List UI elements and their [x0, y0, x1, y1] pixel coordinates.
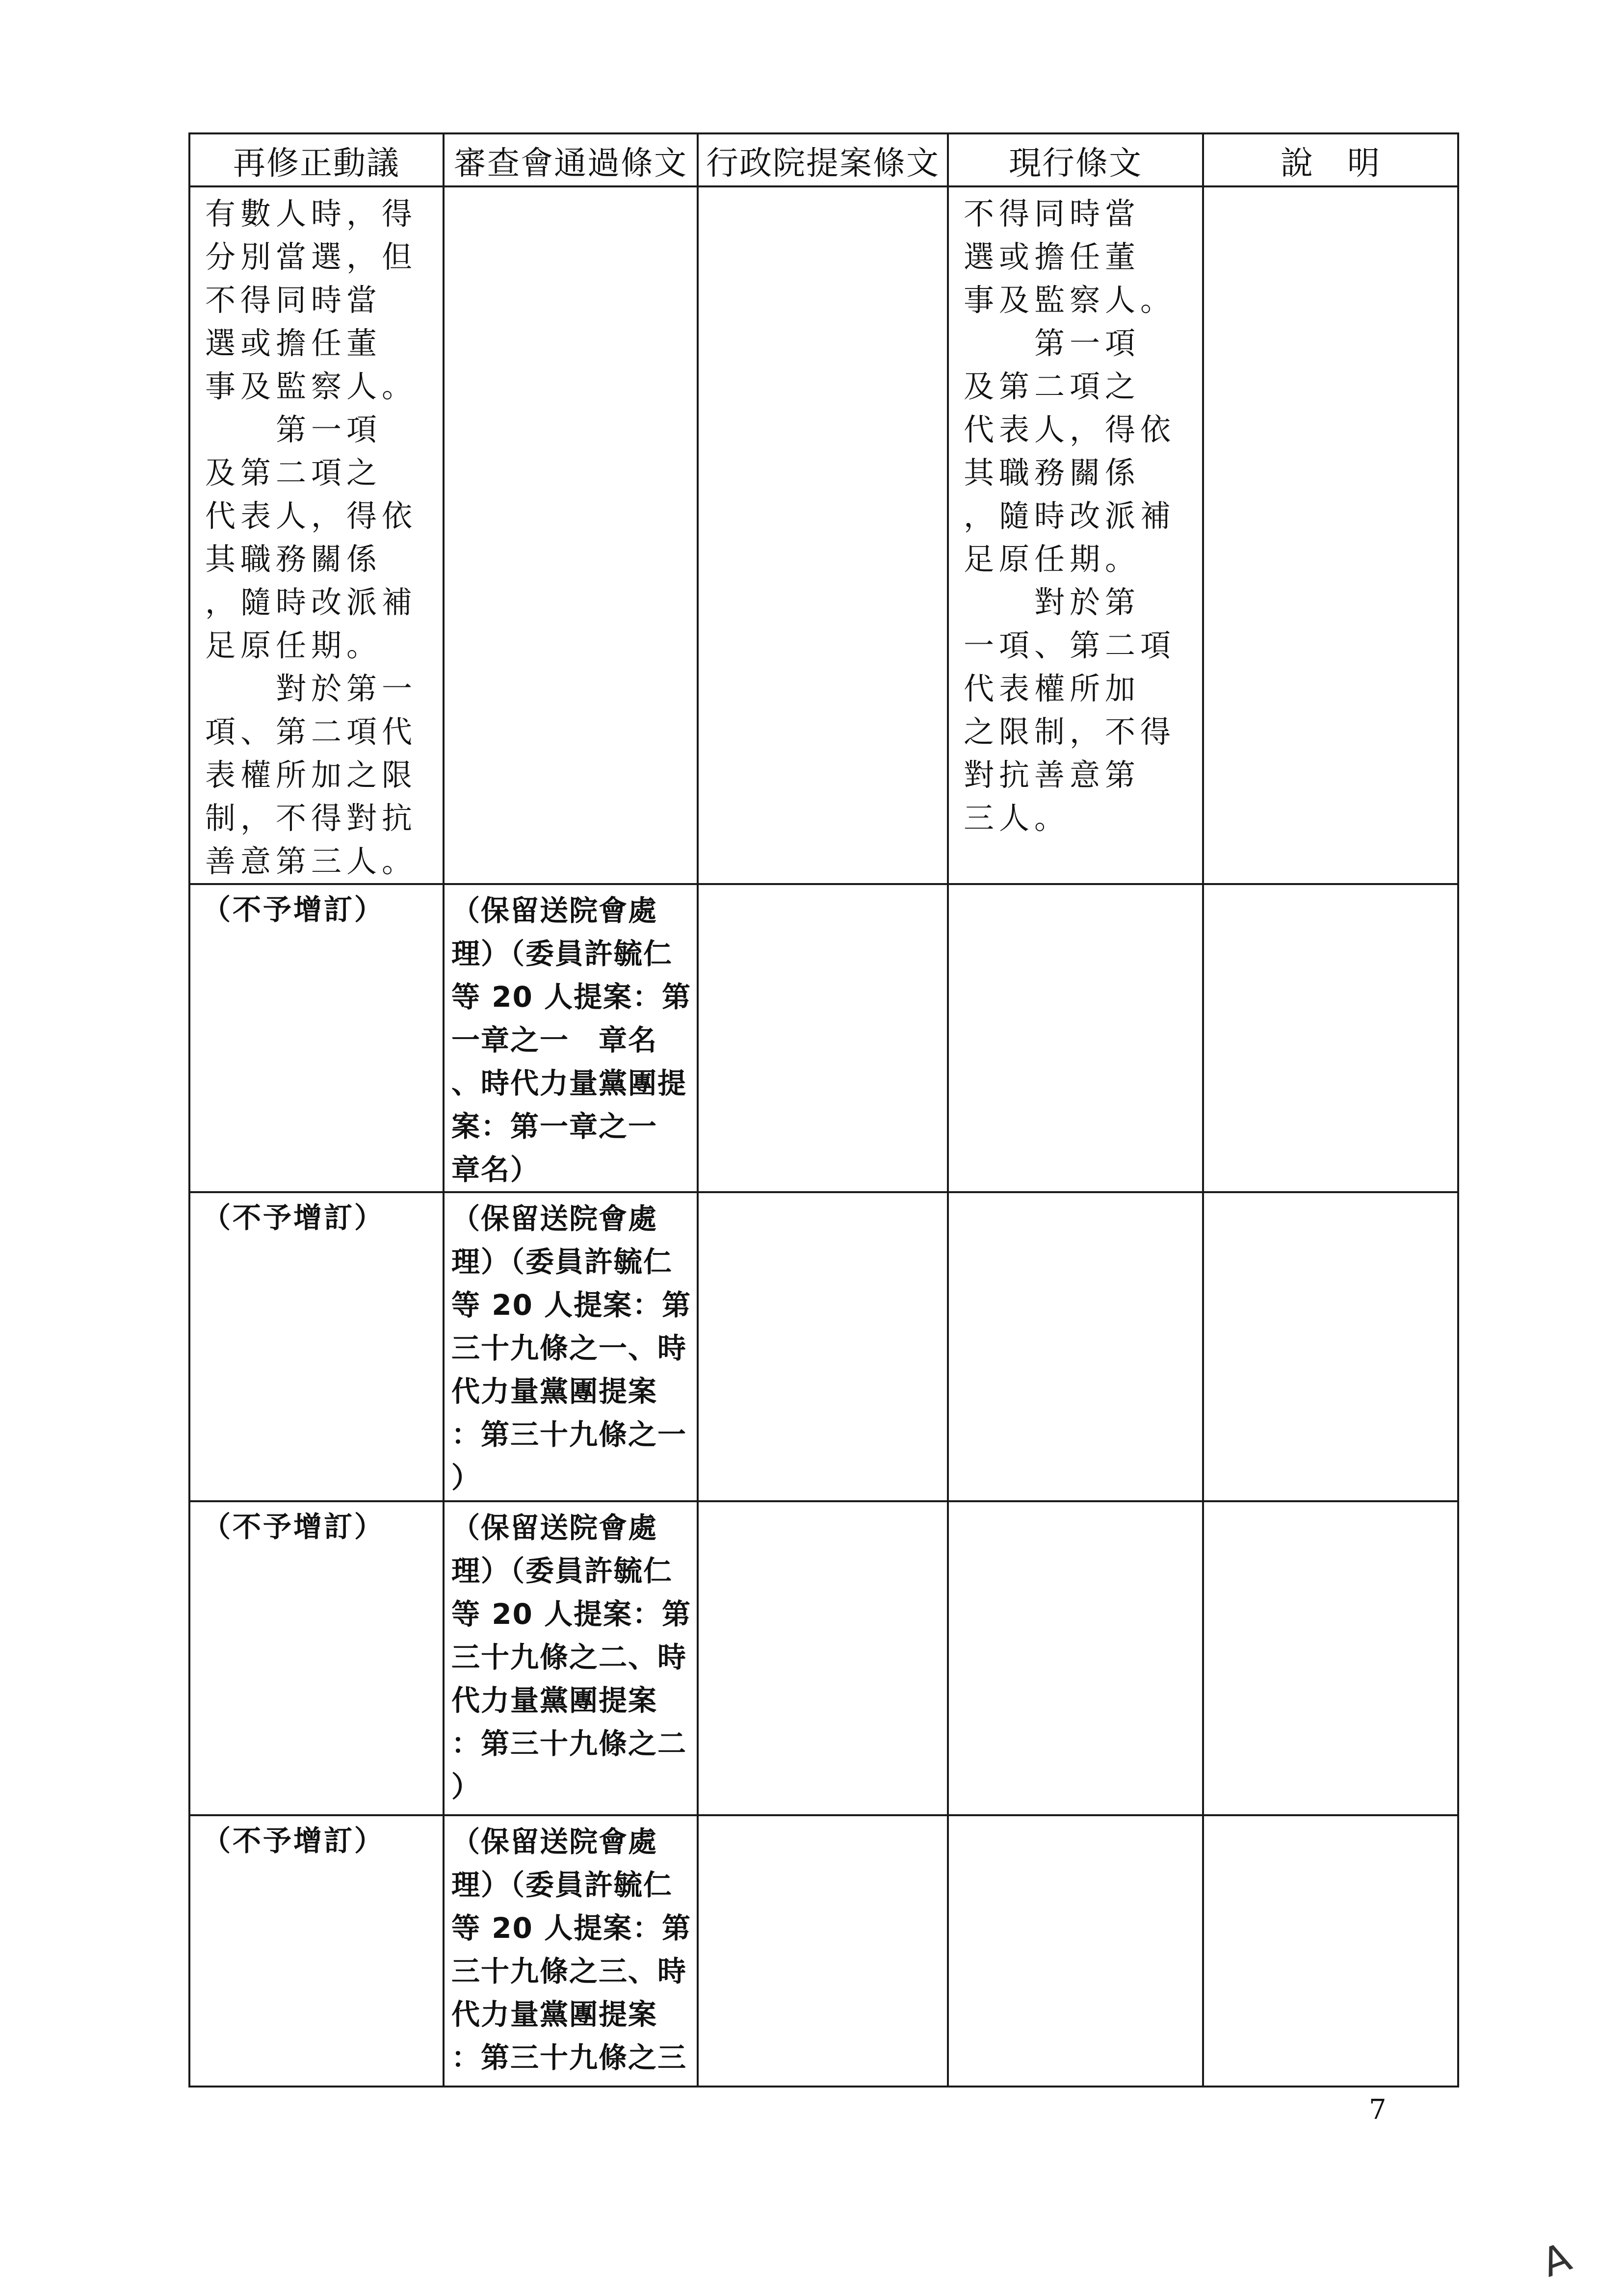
table-cell — [189, 1192, 444, 1501]
header-explanation: 說 明 — [1203, 133, 1458, 186]
table-cell — [948, 186, 1203, 884]
handwritten-mark: A — [1536, 2234, 1577, 2286]
table-cell — [1203, 884, 1458, 1192]
table-cell — [698, 884, 948, 1192]
table-row — [189, 884, 1458, 1192]
cell-text: 有數人時，得 分別當選，但 不得同時當 選或擔任董 事及監察人。 第一項 及第二項之 代表人，得依 其職務關係 ，隨時改派補 足原任期。 對於第一 項、第二項代 表權所加之限 制，不得對抗 善意第三人。 — [205, 196, 418, 879]
header-current-article: 現行條文 — [948, 133, 1203, 186]
table-cell — [1203, 1815, 1458, 2087]
table-row — [189, 1501, 1458, 1815]
table-cell — [948, 1192, 1203, 1501]
table-cell — [189, 1815, 444, 2087]
table-cell — [444, 1192, 698, 1501]
table-cell — [1203, 1501, 1458, 1815]
table-cell — [189, 186, 444, 884]
table-cell — [189, 884, 444, 1192]
table-cell — [698, 186, 948, 884]
table-cell — [444, 186, 698, 884]
cell-text: （保留送院會處 理）（委員許毓仁 等 20 人提案：第 三十九條之一、時 代力量黨團提案 ：第三十九條之一 ） — [451, 1202, 692, 1494]
table-cell — [189, 1501, 444, 1815]
cell-text: （不予增訂） — [202, 893, 385, 926]
cell-text: 不得同時當 選或擔任董 事及監察人。 第一項 及第二項之 代表人，得依 其職務關係 ，隨時改派補 足原任期。 對於第 一項、第二項 代表權所加 之限制，不得 對抗善意第 三人。 — [964, 196, 1176, 836]
cell-text — [949, 1502, 1202, 1507]
table-cell — [444, 884, 698, 1192]
table-cell — [948, 884, 1203, 1192]
header-row — [189, 133, 1458, 186]
header-executive-proposal: 行政院提案條文 — [698, 133, 948, 186]
table-cell — [444, 1501, 698, 1815]
page-number: 7 — [1369, 2094, 1387, 2126]
cell-text — [1204, 1502, 1457, 1507]
table-cell — [698, 1192, 948, 1501]
cell-text — [1204, 187, 1457, 192]
cell-text — [1204, 885, 1457, 890]
table-row — [189, 1815, 1458, 2087]
cell-text: （保留送院會處 理）（委員許毓仁 等 20 人提案：第 三十九條之二、時 代力量黨團提案 ：第三十九條之二 ） — [451, 1511, 692, 1803]
table-cell — [1203, 186, 1458, 884]
cell-text — [699, 1193, 947, 1198]
cell-text — [949, 1193, 1202, 1198]
cell-text: （保留送院會處 理）（委員許毓仁 等 20 人提案：第 三十九條之三、時 代力量黨團提案 ：第三十九條之三 — [451, 1825, 692, 2074]
header-revised-motion: 再修正動議 — [189, 133, 444, 186]
table-cell — [1203, 1192, 1458, 1501]
cell-text — [949, 885, 1202, 890]
header-committee-passed: 審查會通過條文 — [444, 133, 698, 186]
cell-text — [699, 187, 947, 192]
cell-text: （不予增訂） — [202, 1201, 385, 1234]
cell-text — [949, 1816, 1202, 1821]
table-cell — [698, 1815, 948, 2087]
table-row — [189, 186, 1458, 884]
table-row — [189, 1192, 1458, 1501]
cell-text — [1204, 1816, 1457, 1821]
cell-text: （保留送院會處 理）（委員許毓仁 等 20 人提案：第 一章之一 章名 、時代力量黨團提 案：第一章之一 章名） — [451, 894, 692, 1186]
cell-text: （不予增訂） — [202, 1824, 385, 1857]
cell-text — [699, 885, 947, 890]
table-cell — [948, 1501, 1203, 1815]
cell-text — [699, 1816, 947, 1821]
cell-text — [699, 1502, 947, 1507]
table-cell — [698, 1501, 948, 1815]
cell-text: （不予增訂） — [202, 1510, 385, 1543]
cell-text — [1204, 1193, 1457, 1198]
comparison-table — [188, 132, 1459, 2087]
table-cell — [444, 1815, 698, 2087]
table-cell — [948, 1815, 1203, 2087]
cell-text — [445, 187, 697, 192]
